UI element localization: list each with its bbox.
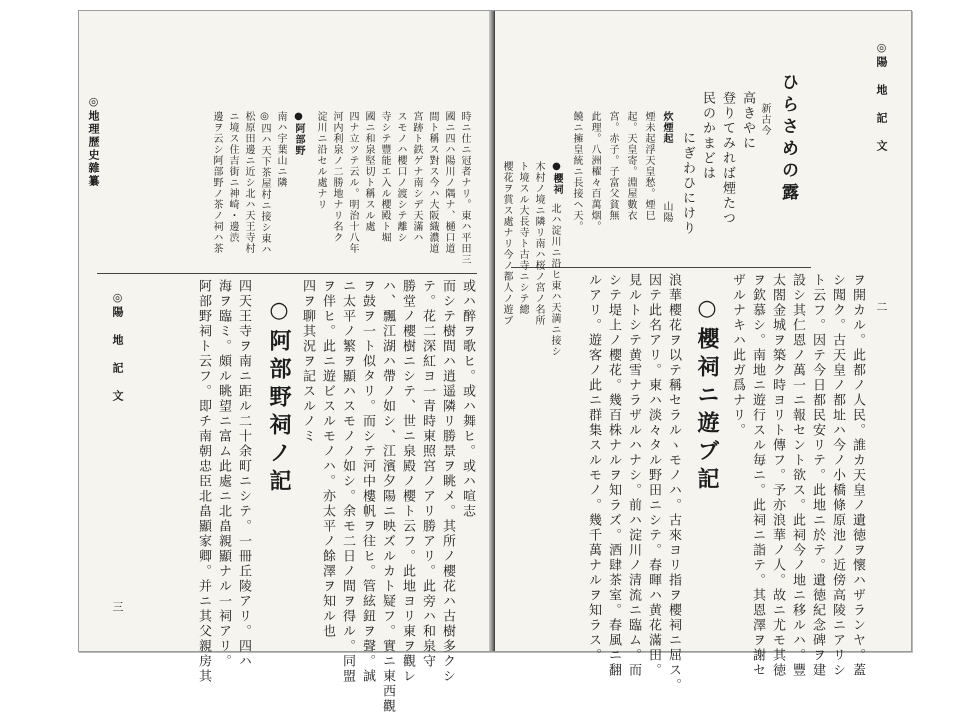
open-book [78,10,912,714]
kanshi-line-4: 此理。八洲櫂々百萬烟。 [589,111,600,232]
right-body-col-2: シ聞ク。古天皇ノ都址ハ今ノ小橋條原池ノ近傍高陵ニアリシ [830,273,845,678]
kanshi-author: 山陽 [661,201,672,223]
poem-line-2: 高きやに [740,91,755,151]
poem-title: ひらさめの露 [778,73,798,205]
left-body-col-8: ヲ伴ヒ。此ニ遊ビスルモノハ。亦太平ノ餘澤ヲ知ル也 [320,279,335,639]
right-note-col-4: 櫻花ヲ賞ス處ナリ今ノ都人ノ遊ブ [501,161,512,326]
right-section-heading: ○櫻祠ニ遊ブ記 [694,295,720,495]
right-note-col-1: 北ハ淀川ニ沿ヒ東ハ天満ニ接シ [549,203,560,357]
left-note-col-6: 寺シテ豐能エ入ル櫻殿ト堀 [379,111,390,243]
left-body2-col-2: 海ヲ臨ミ。頗ル眺望ニ富ム此處ニ北畠親顯ナル一祠アリ。 [216,279,231,669]
left-page [79,11,494,714]
left-note-section-line-4: ニ境ス住吉街ニ神崎・邊渋 [227,111,238,243]
right-body-col-1: ヲ開カル。此都ノ人民。誰カ天皇ノ遺徳ヲ懷ハザランヤ。蓋 [850,273,865,678]
left-section-heading: ○阿部野祠ノ記 [266,297,292,497]
left-running-header: ◎陽 地 記 文 [111,291,124,403]
left-note-col-3: 間ト稱ス對ス今ハ大阪織濃道 [427,111,438,254]
poem-line-5: にぎわひにけり [680,131,695,236]
kanshi-line-2: 起。天皇寄。淵屋數衣 [625,111,636,221]
left-body-col-9: 四ヲ聊其況ヲ記スルノミ [300,279,315,444]
left-note-section-title: ●阿部野 [293,111,304,156]
right-body2-col-5: ルアリ。遊客ノ此ニ群集スルモノ。幾千萬ナルヲ知ラス。 [586,273,601,663]
left-note-col-9: 河内利泉ノ二勝地ナリ名ク [331,111,342,243]
left-note-col-10: 淀川ニ沿セル處ナリ [315,111,326,210]
left-note-section-line-1: 南ハ宇葉山ニ隣 [275,111,286,188]
right-running-header: ◎陽 地 記 文 [875,41,888,153]
kanshi-line-1: 煙未起浮天皇愁。煙巳 [643,111,654,221]
left-note-col-4: 宮跡ト鉄ゲナ南シデ天滿ハ [411,111,422,243]
right-note-col-3: ト境スル大長寺ト古寺ニシテ總 [517,161,528,315]
left-note-col-2: 國ニ四ハ陽川ノ隅ナ、樋口道 [443,111,454,254]
left-note-section-line-3: 松原田邊ニ近シ北ハ天王寺村 [243,111,254,254]
right-body-col-5: 太閤金城ヲ築ク時ヨリト傳フ。予亦浪華ノ人。故ニ尤モ其徳 [770,273,785,678]
right-page [495,11,911,693]
poem-line-3: 登りてみれば煙たつ [720,91,735,226]
left-note-col-8: 四ナ立ツテ云ル。明治十八年 [347,111,358,254]
left-note-section-line-2: ◎四ハ天下茶屋村ニ接シ東ハ [259,111,270,255]
left-page-number: 三 [111,601,124,614]
right-page-number: 二 [875,301,888,314]
right-body2-col-1: 浪華櫻花ヲ以テ稱セラルヽモノハ。古來ヨリ指ヲ櫻祠ニ屈ス。 [666,273,681,693]
left-body-col-4: 勝堂ノ櫻樹ニシテ、世ニ泉殿ノ櫻ト云フ。此地ヨリ東ヲ觀レ [400,279,415,684]
right-body-col-6: ヲ欽慕シ。南地ニ遊行スル毎ニ。此祠ニ詣テ。其恩澤ヲ謝セ [750,273,765,678]
left-notes-divider [97,273,477,274]
left-note-section-line-5: 邊ヲ云シ阿部野ノ茶ノ祠ハ茶 [211,111,222,254]
left-body-col-1: 或ハ醉ヲ歌ヒ。或ハ舞ヒ。或ハ喧志 [460,279,475,519]
left-note-col-1: 時ニ仕ニ冠者ナリ。東ハ平田三 [459,111,470,265]
left-body-col-3: テ。花二深紅ヨ一青時東照宮ノアリ勝アリ。此旁ハ和泉守 [420,279,435,669]
right-body2-col-3: 見ルトシテ黄雪ナラザルハナシ。前ハ淀川ノ清流ニ臨ム。而 [626,273,641,678]
right-body-col-4: 設シ其仁恩ノ萬一ニ報セント欲ス。此祠今ノ地ニ移ルハ。豐 [790,273,805,678]
right-body2-col-2: 因テ此名アリ。東ハ淡々タル野田ニシテ。春暉ハ黄花滿田。 [646,273,661,678]
left-header-title: ◎地理歷史雜纂 [87,95,100,188]
left-body-col-7: ニ太平ノ繁ヲ顯ハスモノノ如シ。余モ二日ノ間ヲ得ル。同盟 [340,279,355,684]
right-body2-col-4: シテ堤上ノ櫻花。幾百株ナルヲ知ラズ。酒肆茶室。春風ニ翻 [606,273,621,678]
left-body2-col-1: 四天王寺ヲ南ニ距ル二十余町ニシテ。一冊丘陵アリ。四ハ [236,279,251,669]
kanshi-line-5: 饒ニ擁皇統ニ長接ヘ天。 [571,111,582,232]
left-note-col-5: スモノハ櫻口ノ渡シテ離シ [395,111,406,243]
right-body-col-3: ト云フ。因テ今日都民安リテ。此地ニ於テ。遺徳紀念碑ヲ建 [810,273,825,678]
left-body-col-2: 而シテ樹間ハ逍遥隣リ勝景ヲ眺メ。其所ノ櫻花ハ古樹多クシ [440,279,455,684]
kanshi-line-3: 宮。赤子。子富父貧無 [607,111,618,221]
poem-line-4: 民のかまどは [700,91,715,181]
left-body2-col-3: 阿部野祠ト云フ。即チ南朝忠臣北畠顯家卿。并ニ其父親房其 [196,279,211,684]
left-note-col-7: 國ニ和泉堅切ト稱スル處 [363,111,374,232]
left-body-col-6: ヲ鼓ヲ一ト似タリ。而シテ河中樓帆ヲ往ヒ。管絃鈕ヲ聲。誠 [360,279,375,684]
poem-line-1: 新古今 [759,103,770,136]
right-note-col-2: 木村ノ境ニ隣リ南ハ桜ノ宮ノ名所 [533,161,544,326]
left-body-col-5: ハ、飄江湖ハ帶ノ如シ、江濱夕陽ニ映ズルカト疑フ。實ニ東西觀 [380,279,395,714]
right-body-col-7: ザルナキハ此ガ爲ナリ。 [730,273,745,438]
kanshi-title: 炊煙起 [661,111,672,144]
right-notes-title: ●櫻祠 [551,161,562,195]
